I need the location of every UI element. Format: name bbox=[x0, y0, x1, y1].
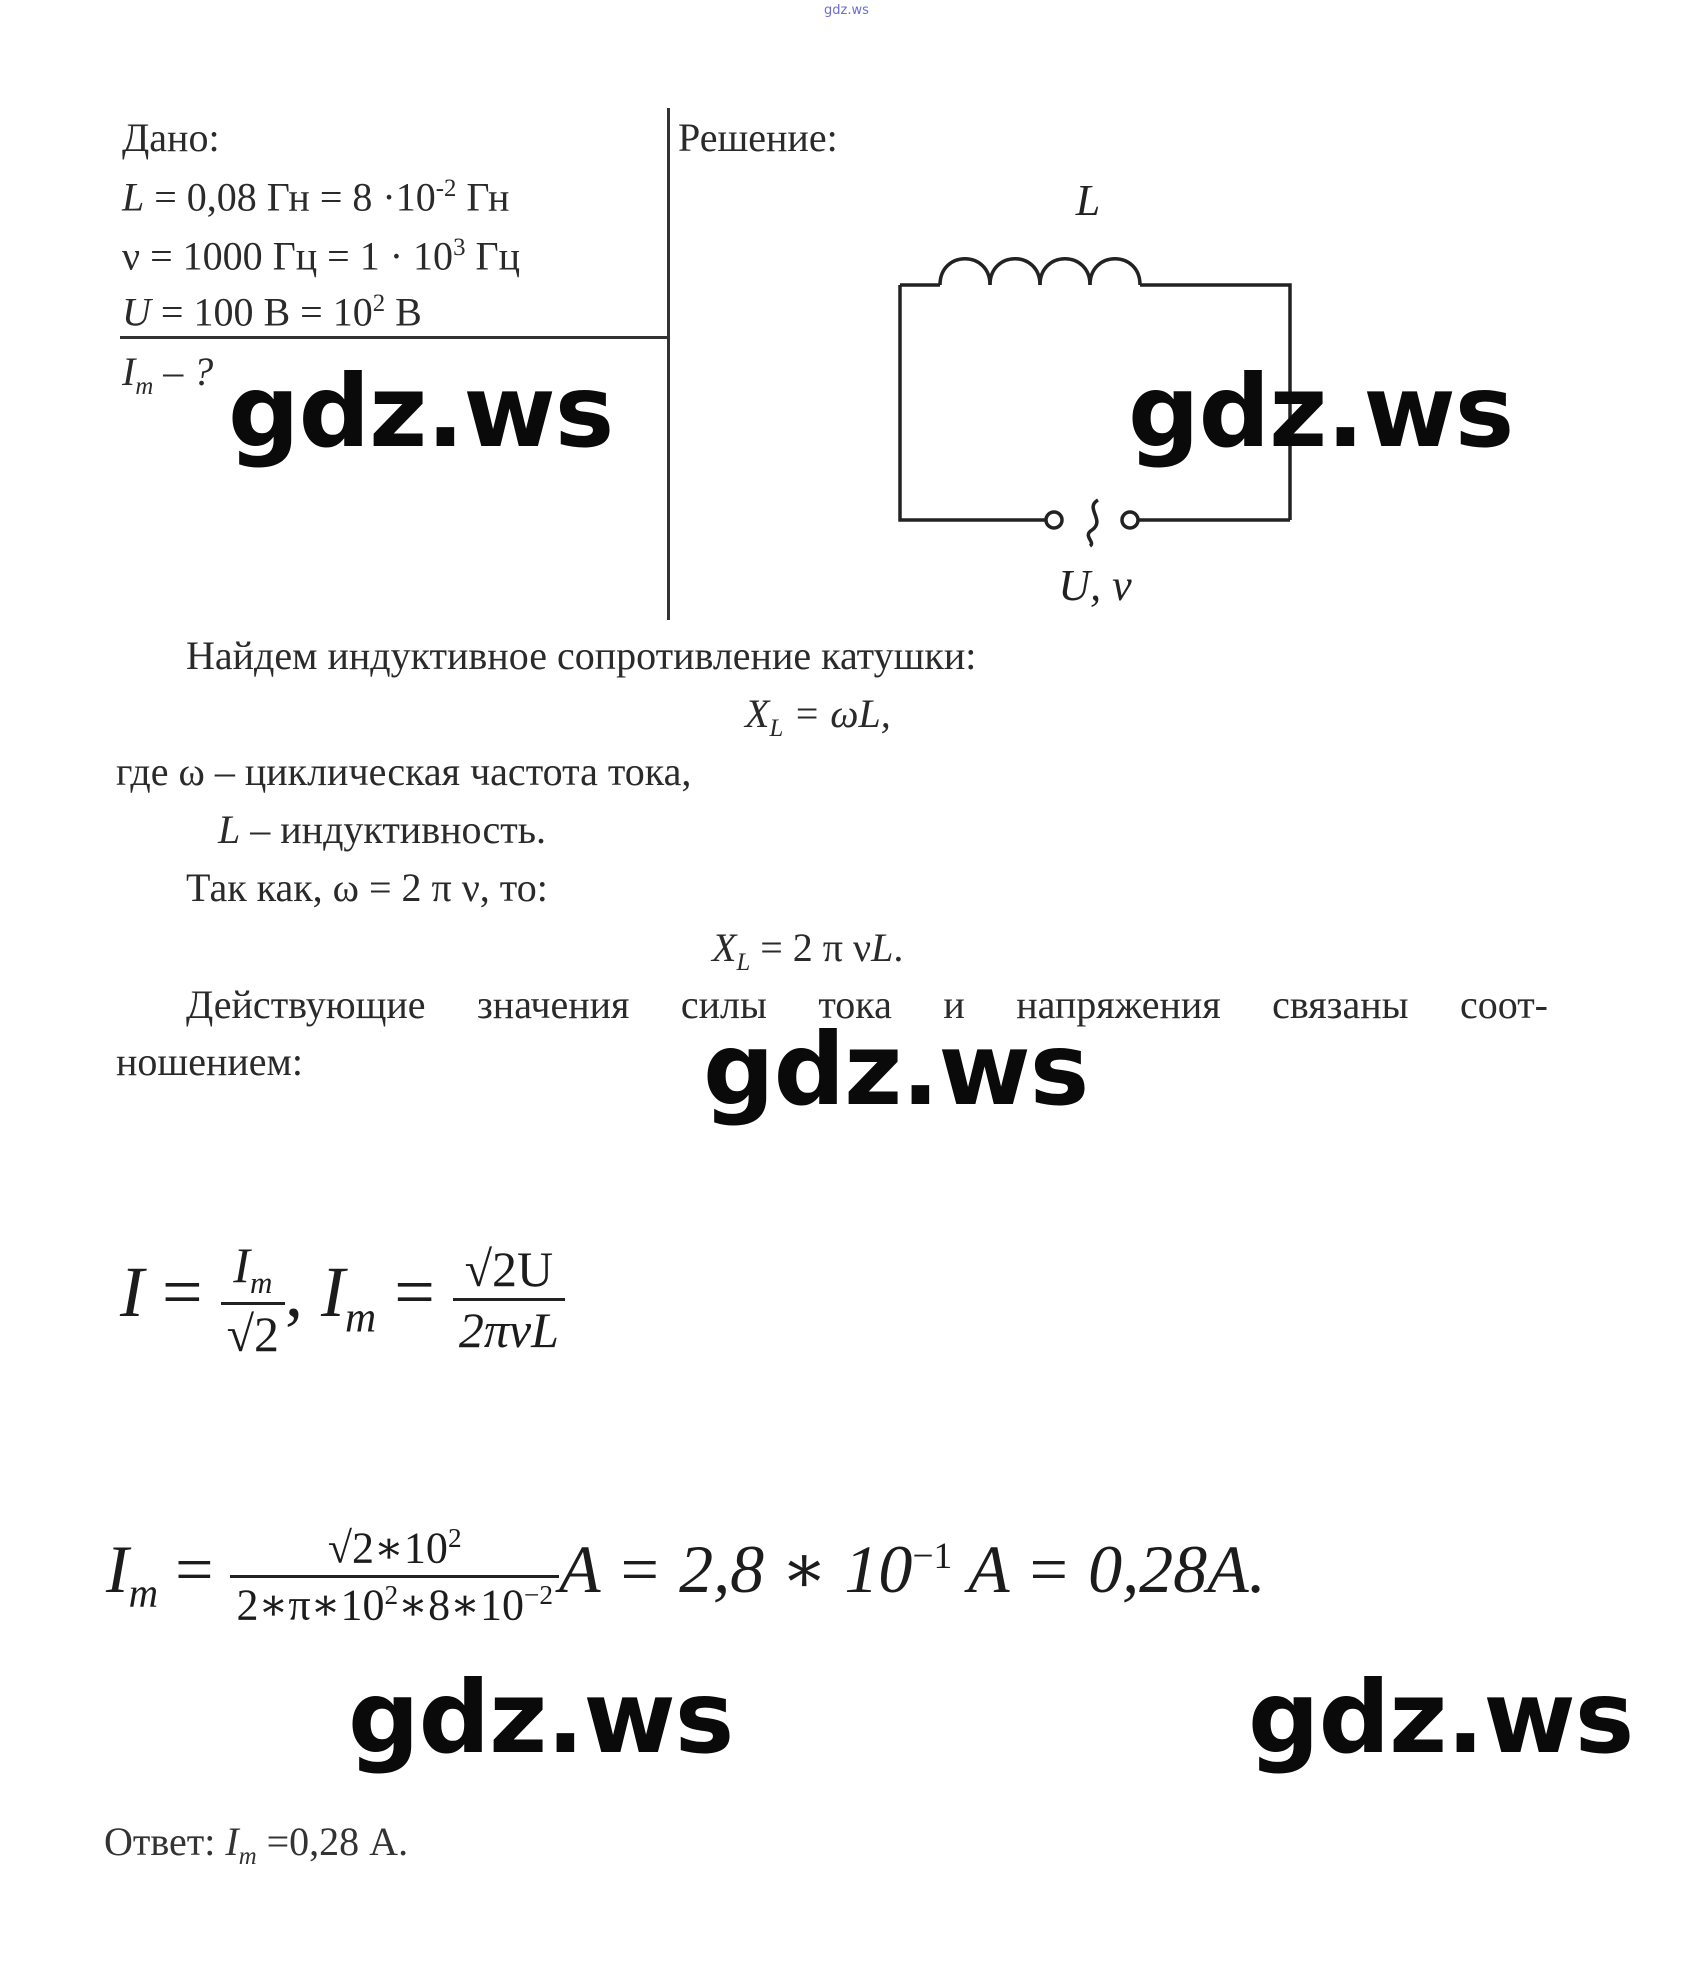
coil-turn-1 bbox=[940, 259, 990, 285]
given-U: U = 100 $В = 10^2$ В bbox=[122, 289, 422, 335]
answer: Ответ: $I_m =0,28$ А. bbox=[104, 1819, 409, 1870]
inductor-label: L bbox=[1075, 176, 1101, 225]
top-watermark: gdz.ws bbox=[824, 3, 869, 18]
given-divider bbox=[120, 336, 670, 339]
terminal-left bbox=[1046, 512, 1062, 528]
fraction-numeric: $\frac{√2∗10^2}{2∗\pi∗10^2∗8∗10^{-2}}$ bbox=[230, 1525, 559, 1627]
formula-XL-2pi: $X_L = 2$ π νL. bbox=[712, 925, 904, 976]
coil-turn-4 bbox=[1090, 259, 1140, 285]
fraction-Im-formula: $\frac{√2U}{\text{2πνL}}$ bbox=[453, 1244, 565, 1355]
watermark-5: gdz.ws bbox=[1248, 1659, 1634, 1776]
given-title: Дано: bbox=[122, 115, 220, 160]
given-L: L = 0,08 Гн = $8 \cdot 10^{-2}$ Гн bbox=[122, 174, 510, 220]
formula-XL-omega: $X_L = \omega L$, bbox=[745, 691, 891, 742]
paragraph-effective: Действующие значения силы тока и напряжения связаны соот- bbox=[186, 982, 1548, 1027]
since-omega: Так как, ω = 2 π ν, то: bbox=[186, 865, 548, 910]
fraction-Im-sqrt2: $\frac{I_m}{√2}$ bbox=[221, 1240, 285, 1359]
formula-I-relation: I = $\frac{I_m}{√2}$ , $I_m$ = $\frac{√2U}{\text{2πνL}}$ bbox=[120, 1240, 565, 1359]
wire-left bbox=[900, 285, 1045, 520]
solution-title: Решение: bbox=[678, 115, 838, 160]
given-find: $I_m$ – ? bbox=[122, 349, 214, 400]
watermark-2: gdz.ws bbox=[1128, 353, 1514, 470]
ac-source-symbol bbox=[1088, 500, 1098, 546]
watermark-3: gdz.ws bbox=[703, 1011, 1089, 1128]
paragraph-effective-end: ношением: bbox=[116, 1039, 303, 1084]
vertical-divider bbox=[667, 108, 670, 620]
paragraph-inductive: Найдем индуктивное сопротивление катушки: bbox=[186, 633, 977, 678]
formula-Im-calculation: $I_m$ = $\frac{√2∗10^2}{2∗\pi∗10^2∗8∗10^{-2}}$ A = 2,8 ∗ $10^{-1}$ A = 0,28A. bbox=[106, 1523, 1266, 1630]
source-label: U, ν bbox=[1058, 561, 1132, 610]
coil-turn-3 bbox=[1040, 259, 1090, 285]
where-L: L – индуктивность. bbox=[218, 807, 546, 852]
watermark-1: gdz.ws bbox=[228, 353, 614, 470]
terminal-right bbox=[1122, 512, 1138, 528]
watermark-4: gdz.ws bbox=[348, 1659, 734, 1776]
where-omega: где ω – циклическая частота тока, bbox=[116, 749, 692, 794]
given-nu: ν = 1000 Гц = $1 \cdot 10^3$ Гц bbox=[122, 233, 520, 279]
coil-turn-2 bbox=[990, 259, 1040, 285]
